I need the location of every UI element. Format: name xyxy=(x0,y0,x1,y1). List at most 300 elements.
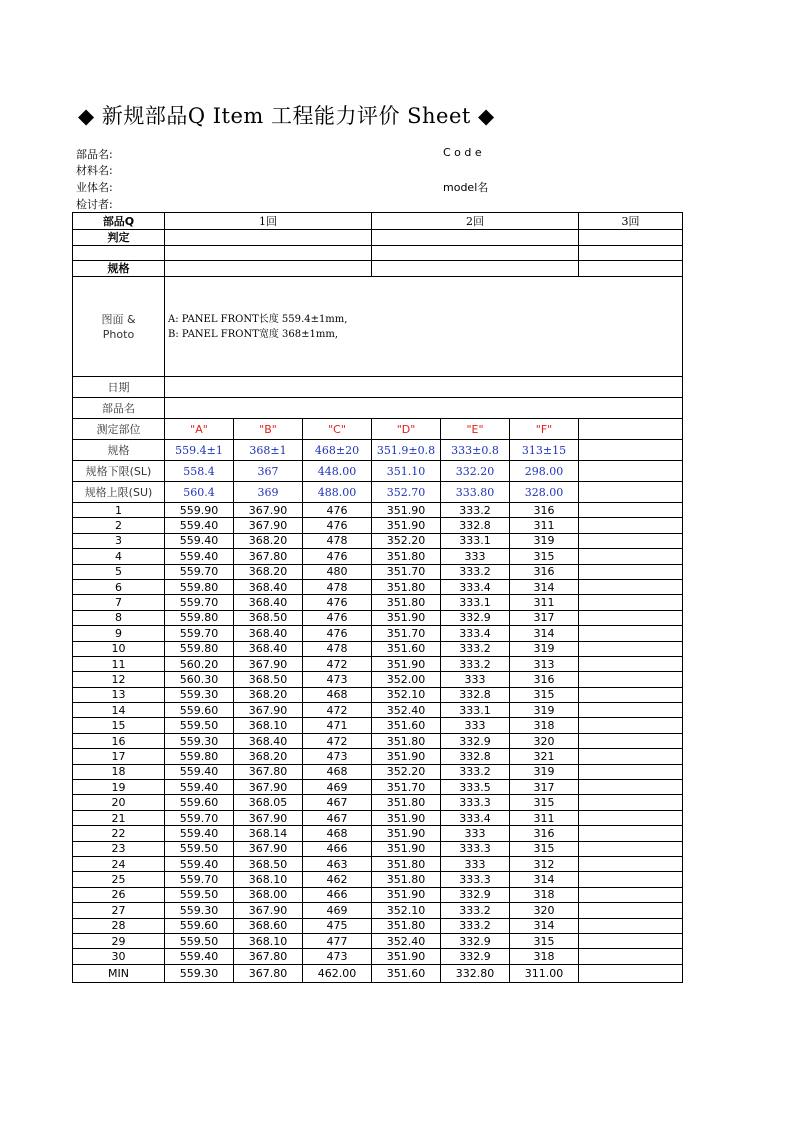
drawing-line-a: A: PANEL FRONT长度 559.4±1mm, xyxy=(168,313,348,325)
vendor-name-label: 业体名: xyxy=(76,181,113,194)
measurement-cell: 316 xyxy=(510,564,579,579)
measurement-cell: 368.60 xyxy=(234,918,303,933)
measurement-cell: 333 xyxy=(441,718,510,733)
measurement-cell: 559.60 xyxy=(165,918,234,933)
row-index: 30 xyxy=(73,949,165,964)
measurement-cell: 478 xyxy=(303,641,372,656)
row-extra xyxy=(579,795,683,810)
round1-header: 1回 xyxy=(165,213,372,230)
measurement-cell: 332.9 xyxy=(441,733,510,748)
spec-value-cell-4: 351.9±0.8 xyxy=(372,440,441,461)
row-index: 22 xyxy=(73,826,165,841)
row-extra xyxy=(579,903,683,918)
measurement-cell: 466 xyxy=(303,841,372,856)
row-extra xyxy=(579,764,683,779)
material-name-label: 材料名: xyxy=(76,164,113,177)
table-row xyxy=(73,903,683,918)
measurement-cell: 316 xyxy=(510,503,579,518)
measurement-cell: 559.50 xyxy=(165,718,234,733)
min-value-cell: 311.00 xyxy=(510,964,579,982)
measurement-cell: 367.90 xyxy=(234,810,303,825)
measurement-cell: 332.9 xyxy=(441,887,510,902)
measurement-cell: 333 xyxy=(441,826,510,841)
measurement-cell: 559.70 xyxy=(165,595,234,610)
row-index: 9 xyxy=(73,626,165,641)
sl-value-cell-6: 298.00 xyxy=(510,461,579,482)
row-index: 8 xyxy=(73,610,165,625)
row-index: 15 xyxy=(73,718,165,733)
table-row xyxy=(73,718,683,733)
part-q-header: 部品Q xyxy=(73,213,165,230)
measurement-cell: 333.5 xyxy=(441,780,510,795)
measurement-cell: 367.80 xyxy=(234,949,303,964)
measurement-cell: 367.90 xyxy=(234,903,303,918)
table-row xyxy=(73,795,683,810)
table-row xyxy=(73,826,683,841)
sl-row-label: 规格下限(SL) xyxy=(73,461,165,482)
row-extra xyxy=(579,933,683,948)
measurement-cell: 559.80 xyxy=(165,641,234,656)
measurement-cell: 351.70 xyxy=(372,564,441,579)
measurement-cell: 367.90 xyxy=(234,503,303,518)
measurement-cell: 478 xyxy=(303,579,372,594)
position-cell-6: "F" xyxy=(510,419,579,440)
measurement-cell: 352.00 xyxy=(372,672,441,687)
measurement-cell: 472 xyxy=(303,703,372,718)
table-row xyxy=(73,610,683,625)
measurement-cell: 559.80 xyxy=(165,749,234,764)
table-row xyxy=(73,579,683,594)
table-row xyxy=(73,949,683,964)
measurement-cell: 559.60 xyxy=(165,703,234,718)
code-label: C o d e xyxy=(443,146,482,159)
blank-round2 xyxy=(372,246,579,261)
measurement-cell: 333.3 xyxy=(441,872,510,887)
row-extra xyxy=(579,518,683,533)
measurement-cell: 559.40 xyxy=(165,549,234,564)
min-value-cell: 332.80 xyxy=(441,964,510,982)
measurement-cell: 477 xyxy=(303,933,372,948)
measurement-cell: 333.4 xyxy=(441,810,510,825)
row-index: 16 xyxy=(73,733,165,748)
measurement-cell: 559.80 xyxy=(165,579,234,594)
measurement-cell: 367.90 xyxy=(234,518,303,533)
row-extra xyxy=(579,656,683,671)
measurement-cell: 473 xyxy=(303,949,372,964)
table-row xyxy=(73,503,683,518)
measurement-cell: 315 xyxy=(510,549,579,564)
measurement-cell: 480 xyxy=(303,564,372,579)
measurement-cell: 319 xyxy=(510,703,579,718)
measurement-cell: 559.40 xyxy=(165,764,234,779)
measurement-cell: 367.90 xyxy=(234,841,303,856)
part-name-row-label: 部品名 xyxy=(73,398,165,419)
measurement-cell: 367.90 xyxy=(234,780,303,795)
measurement-cell: 333 xyxy=(441,672,510,687)
measurement-cell: 469 xyxy=(303,780,372,795)
measurement-cell: 351.90 xyxy=(372,518,441,533)
measurement-cell: 559.90 xyxy=(165,503,234,518)
measurement-cell: 368.05 xyxy=(234,795,303,810)
row-extra xyxy=(579,610,683,625)
measurement-cell: 368.00 xyxy=(234,887,303,902)
table-row xyxy=(73,533,683,548)
table-row xyxy=(73,872,683,887)
row-extra xyxy=(579,780,683,795)
row-extra xyxy=(579,626,683,641)
spec-value-cell-3: 468±20 xyxy=(303,440,372,461)
row-extra xyxy=(579,887,683,902)
table-row xyxy=(73,687,683,702)
row-index: 17 xyxy=(73,749,165,764)
measurement-cell: 559.30 xyxy=(165,687,234,702)
measurement-cell: 560.20 xyxy=(165,656,234,671)
row-index: 7 xyxy=(73,595,165,610)
measurement-cell: 332.9 xyxy=(441,933,510,948)
row-extra xyxy=(579,533,683,548)
measurement-cell: 333.3 xyxy=(441,795,510,810)
measurement-cell: 559.70 xyxy=(165,810,234,825)
measurement-cell: 351.80 xyxy=(372,856,441,871)
blank-label xyxy=(73,246,165,261)
measurement-cell: 351.70 xyxy=(372,626,441,641)
measurement-cell: 315 xyxy=(510,687,579,702)
measurement-cell: 352.40 xyxy=(372,703,441,718)
measurement-cell: 351.90 xyxy=(372,749,441,764)
measurement-cell: 476 xyxy=(303,626,372,641)
min-value-cell: 351.60 xyxy=(372,964,441,982)
measurement-cell: 368.50 xyxy=(234,856,303,871)
measurement-cell: 311 xyxy=(510,595,579,610)
su-value-cell-2: 369 xyxy=(234,482,303,503)
measurement-cell: 559.40 xyxy=(165,949,234,964)
measurement-cell: 351.90 xyxy=(372,826,441,841)
su-value-cell-6: 328.00 xyxy=(510,482,579,503)
row-extra xyxy=(579,856,683,871)
table-row xyxy=(73,549,683,564)
position-cell-5: "E" xyxy=(441,419,510,440)
measurement-cell: 469 xyxy=(303,903,372,918)
measurement-cell: 462 xyxy=(303,872,372,887)
measurement-cell: 560.30 xyxy=(165,672,234,687)
min-row xyxy=(73,964,683,982)
table-row xyxy=(73,564,683,579)
judge-round3 xyxy=(579,230,683,246)
table-row xyxy=(73,933,683,948)
measurement-cell: 319 xyxy=(510,764,579,779)
measurement-cell: 463 xyxy=(303,856,372,871)
row-index: 25 xyxy=(73,872,165,887)
table-row xyxy=(73,656,683,671)
su-value-cell-extra xyxy=(579,482,683,503)
measurement-cell: 351.90 xyxy=(372,503,441,518)
measurement-cell: 368.40 xyxy=(234,595,303,610)
date-value xyxy=(165,377,683,398)
measurement-cell: 351.80 xyxy=(372,918,441,933)
measurement-cell: 468 xyxy=(303,687,372,702)
measurement-cell: 559.60 xyxy=(165,795,234,810)
measurement-cell: 368.10 xyxy=(234,933,303,948)
measurement-cell: 475 xyxy=(303,918,372,933)
measurement-cell: 333.2 xyxy=(441,564,510,579)
measurement-cell: 351.90 xyxy=(372,610,441,625)
measurement-cell: 468 xyxy=(303,764,372,779)
measurement-cell: 351.80 xyxy=(372,733,441,748)
measurement-cell: 351.80 xyxy=(372,595,441,610)
row-extra xyxy=(579,595,683,610)
row-index: 13 xyxy=(73,687,165,702)
measurement-cell: 314 xyxy=(510,626,579,641)
min-extra xyxy=(579,964,683,982)
sl-value-cell-extra xyxy=(579,461,683,482)
row-extra xyxy=(579,841,683,856)
drawing-photo-label: 图面 & Photo xyxy=(73,277,165,377)
measurement-cell: 559.40 xyxy=(165,533,234,548)
measurement-cell: 333.2 xyxy=(441,918,510,933)
measurement-cell: 476 xyxy=(303,610,372,625)
measurement-cell: 467 xyxy=(303,795,372,810)
measurement-cell: 351.90 xyxy=(372,810,441,825)
su-value-cell-4: 352.70 xyxy=(372,482,441,503)
row-extra xyxy=(579,733,683,748)
measurement-cell: 316 xyxy=(510,672,579,687)
measurement-cell: 473 xyxy=(303,749,372,764)
measurement-cell: 311 xyxy=(510,810,579,825)
measurement-cell: 559.50 xyxy=(165,933,234,948)
row-index: 4 xyxy=(73,549,165,564)
row-index: 23 xyxy=(73,841,165,856)
measurement-cell: 333.4 xyxy=(441,579,510,594)
measurement-cell: 332.8 xyxy=(441,749,510,764)
measurement-cell: 318 xyxy=(510,718,579,733)
measurement-cell: 351.60 xyxy=(372,718,441,733)
spec-value-cell-extra xyxy=(579,440,683,461)
measurement-cell: 559.40 xyxy=(165,826,234,841)
min-label: MIN xyxy=(73,964,165,982)
measurement-cell: 317 xyxy=(510,780,579,795)
measurement-cell: 351.90 xyxy=(372,887,441,902)
table-row xyxy=(73,887,683,902)
measurement-cell: 476 xyxy=(303,503,372,518)
measurement-cell: 333.3 xyxy=(441,841,510,856)
round2-header: 2回 xyxy=(372,213,579,230)
measurement-cell: 472 xyxy=(303,733,372,748)
measurement-cell: 476 xyxy=(303,518,372,533)
measurement-cell: 559.40 xyxy=(165,518,234,533)
measurement-cell: 351.90 xyxy=(372,949,441,964)
row-index: 6 xyxy=(73,579,165,594)
table-row xyxy=(73,518,683,533)
position-cell-4: "D" xyxy=(372,419,441,440)
measurement-cell: 368.10 xyxy=(234,718,303,733)
spec-round3 xyxy=(579,261,683,277)
measurement-cell: 319 xyxy=(510,533,579,548)
table-row xyxy=(73,672,683,687)
position-cell-3: "C" xyxy=(303,419,372,440)
measurement-cell: 333.2 xyxy=(441,641,510,656)
measurement-cell: 476 xyxy=(303,549,372,564)
measurement-cell: 320 xyxy=(510,903,579,918)
table-row xyxy=(73,856,683,871)
table-row xyxy=(73,764,683,779)
measurement-cell: 333.4 xyxy=(441,626,510,641)
row-extra xyxy=(579,564,683,579)
measurement-cell: 311 xyxy=(510,518,579,533)
judge-round2 xyxy=(372,230,579,246)
measurement-cell: 368.10 xyxy=(234,872,303,887)
row-index: 29 xyxy=(73,933,165,948)
row-index: 5 xyxy=(73,564,165,579)
table-row xyxy=(73,733,683,748)
measurement-cell: 476 xyxy=(303,595,372,610)
measurement-cell: 368.40 xyxy=(234,626,303,641)
measurement-cell: 316 xyxy=(510,826,579,841)
row-extra xyxy=(579,641,683,656)
row-index: 20 xyxy=(73,795,165,810)
spec-round1 xyxy=(165,261,372,277)
measurement-cell: 319 xyxy=(510,641,579,656)
measurement-cell: 312 xyxy=(510,856,579,871)
position-cell-2: "B" xyxy=(234,419,303,440)
table-row xyxy=(73,780,683,795)
row-extra xyxy=(579,749,683,764)
row-index: 10 xyxy=(73,641,165,656)
measurement-cell: 368.20 xyxy=(234,564,303,579)
measurement-cell: 367.90 xyxy=(234,703,303,718)
measurement-cell: 333.2 xyxy=(441,764,510,779)
measurement-cell: 351.80 xyxy=(372,795,441,810)
measurement-cell: 314 xyxy=(510,918,579,933)
measurement-cell: 320 xyxy=(510,733,579,748)
measurement-cell: 352.10 xyxy=(372,687,441,702)
measurement-cell: 559.40 xyxy=(165,856,234,871)
measurement-cell: 559.70 xyxy=(165,872,234,887)
model-label: model名 xyxy=(443,181,489,194)
min-value-cell: 367.80 xyxy=(234,964,303,982)
row-index: 28 xyxy=(73,918,165,933)
row-extra xyxy=(579,549,683,564)
table-row xyxy=(73,641,683,656)
sl-value-cell-4: 351.10 xyxy=(372,461,441,482)
measurement-cell: 351.80 xyxy=(372,549,441,564)
measurement-cell: 352.20 xyxy=(372,764,441,779)
measurement-cell: 351.90 xyxy=(372,656,441,671)
measurement-cell: 333.2 xyxy=(441,656,510,671)
measurement-cell: 478 xyxy=(303,533,372,548)
measurement-cell: 368.20 xyxy=(234,687,303,702)
table-row xyxy=(73,918,683,933)
measurement-cell: 368.50 xyxy=(234,610,303,625)
row-extra xyxy=(579,872,683,887)
table-row xyxy=(73,810,683,825)
measurement-cell: 467 xyxy=(303,810,372,825)
judge-round1 xyxy=(165,230,372,246)
measurement-cell: 368.40 xyxy=(234,579,303,594)
row-extra xyxy=(579,672,683,687)
row-index: 21 xyxy=(73,810,165,825)
blank-round1 xyxy=(165,246,372,261)
measurement-cell: 352.20 xyxy=(372,533,441,548)
table-row xyxy=(73,595,683,610)
position-cell-1: "A" xyxy=(165,419,234,440)
measurement-cell: 472 xyxy=(303,656,372,671)
measurement-cell: 352.40 xyxy=(372,933,441,948)
measurement-cell: 313 xyxy=(510,656,579,671)
su-value-cell-1: 560.4 xyxy=(165,482,234,503)
measurement-cell: 559.70 xyxy=(165,626,234,641)
measurement-cell: 318 xyxy=(510,949,579,964)
measurement-cell: 368.14 xyxy=(234,826,303,841)
measurement-cell: 314 xyxy=(510,579,579,594)
measurement-cell: 315 xyxy=(510,795,579,810)
measurement-cell: 351.80 xyxy=(372,872,441,887)
sl-value-cell-1: 558.4 xyxy=(165,461,234,482)
measurement-cell: 468 xyxy=(303,826,372,841)
su-row-label: 规格上限(SU) xyxy=(73,482,165,503)
measurement-cell: 332.8 xyxy=(441,518,510,533)
min-value-cell: 559.30 xyxy=(165,964,234,982)
sl-value-cell-5: 332.20 xyxy=(441,461,510,482)
date-label: 日期 xyxy=(73,377,165,398)
measurement-cell: 559.40 xyxy=(165,780,234,795)
measure-position-label: 测定部位 xyxy=(73,419,165,440)
spec-label: 规格 xyxy=(73,261,165,277)
row-index: 12 xyxy=(73,672,165,687)
measurement-cell: 332.8 xyxy=(441,687,510,702)
measurement-cell: 559.80 xyxy=(165,610,234,625)
measurement-cell: 332.9 xyxy=(441,949,510,964)
row-extra xyxy=(579,503,683,518)
min-value-cell: 462.00 xyxy=(303,964,372,982)
table-row xyxy=(73,703,683,718)
measurement-cell: 317 xyxy=(510,610,579,625)
measurement-cell: 332.9 xyxy=(441,610,510,625)
spec-value-cell-2: 368±1 xyxy=(234,440,303,461)
row-extra xyxy=(579,810,683,825)
measurement-cell: 333 xyxy=(441,549,510,564)
measurement-cell: 351.90 xyxy=(372,841,441,856)
measurement-cell: 559.30 xyxy=(165,903,234,918)
measurement-cell: 333.1 xyxy=(441,595,510,610)
row-extra xyxy=(579,826,683,841)
measurement-cell: 318 xyxy=(510,887,579,902)
measurement-cell: 367.80 xyxy=(234,764,303,779)
row-extra xyxy=(579,687,683,702)
measurement-cell: 315 xyxy=(510,933,579,948)
table-row xyxy=(73,626,683,641)
measurement-cell: 368.20 xyxy=(234,749,303,764)
drawing-line-b: B: PANEL FRONT宽度 368±1mm, xyxy=(168,328,339,340)
measurement-cell: 351.70 xyxy=(372,780,441,795)
measurement-cell: 367.80 xyxy=(234,549,303,564)
measurement-cell: 333.2 xyxy=(441,903,510,918)
su-value-cell-5: 333.80 xyxy=(441,482,510,503)
row-index: 19 xyxy=(73,780,165,795)
row-index: 26 xyxy=(73,887,165,902)
measurement-cell: 321 xyxy=(510,749,579,764)
position-cell-extra xyxy=(579,419,683,440)
measurement-cell: 333.1 xyxy=(441,533,510,548)
row-extra xyxy=(579,949,683,964)
measurement-cell: 333.2 xyxy=(441,503,510,518)
measurement-cell: 473 xyxy=(303,672,372,687)
measurement-cell: 351.80 xyxy=(372,579,441,594)
blank-round3 xyxy=(579,246,683,261)
table-row xyxy=(73,841,683,856)
spec-row-label: 规格 xyxy=(73,440,165,461)
round3-header: 3回 xyxy=(579,213,683,230)
reviewer-label: 检讨者: xyxy=(76,198,113,211)
